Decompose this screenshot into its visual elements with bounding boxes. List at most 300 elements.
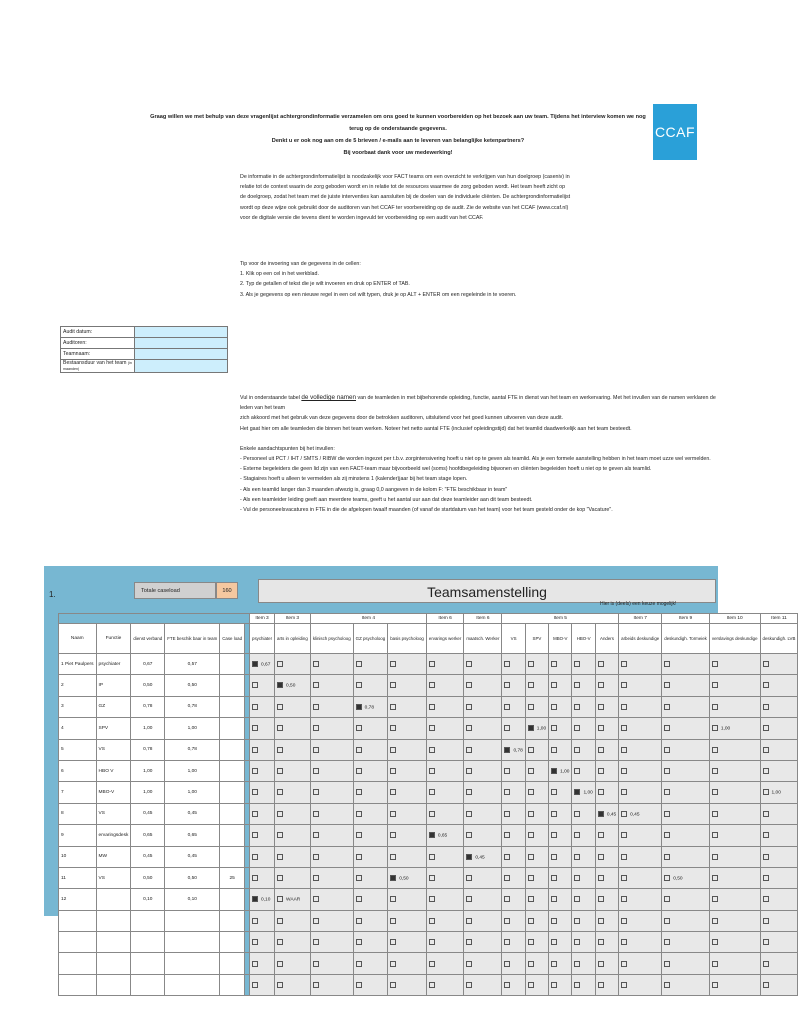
discipline-cell[interactable] <box>464 654 502 675</box>
member-function[interactable]: VS <box>96 739 131 760</box>
member-name[interactable]: 10 <box>59 846 97 867</box>
checkbox-icon[interactable] <box>664 918 670 924</box>
checkbox-icon[interactable] <box>466 682 472 688</box>
discipline-cell[interactable] <box>388 910 427 931</box>
checkbox-icon[interactable] <box>551 832 557 838</box>
member-caseload[interactable] <box>220 910 245 931</box>
discipline-cell[interactable] <box>310 718 353 739</box>
expertise-cell[interactable] <box>662 889 710 910</box>
checkbox-icon[interactable] <box>598 704 604 710</box>
discipline-cell[interactable] <box>595 889 618 910</box>
discipline-cell[interactable] <box>572 760 595 781</box>
member-name[interactable]: 12 <box>59 889 97 910</box>
checkbox-icon[interactable] <box>356 961 362 967</box>
discipline-cell[interactable] <box>572 867 595 888</box>
member-caseload[interactable] <box>220 825 245 846</box>
checkbox-icon[interactable] <box>574 811 580 817</box>
checkbox-icon[interactable] <box>466 832 472 838</box>
checkbox-icon[interactable] <box>277 982 283 988</box>
checkbox-icon[interactable] <box>621 682 627 688</box>
checkbox-icon[interactable] <box>504 725 510 731</box>
expertise-cell[interactable] <box>619 910 662 931</box>
discipline-cell[interactable] <box>250 974 275 995</box>
member-function[interactable]: MBO-V <box>96 782 131 803</box>
checkbox-icon[interactable] <box>574 661 580 667</box>
expertise-cell[interactable] <box>619 760 662 781</box>
checkbox-icon[interactable] <box>429 811 435 817</box>
checkbox-icon[interactable] <box>504 854 510 860</box>
member-name[interactable]: 4 <box>59 718 97 739</box>
discipline-cell[interactable] <box>595 953 618 974</box>
expertise-cell[interactable] <box>662 782 710 803</box>
checkbox-icon[interactable] <box>277 875 283 881</box>
checkbox-icon[interactable] <box>551 704 557 710</box>
checkbox-icon[interactable] <box>621 661 627 667</box>
member-function[interactable] <box>96 889 131 910</box>
discipline-cell[interactable] <box>595 932 618 953</box>
checkbox-icon[interactable] <box>574 896 580 902</box>
member-caseload[interactable] <box>220 760 245 781</box>
expertise-cell[interactable] <box>709 932 760 953</box>
discipline-cell[interactable] <box>426 932 463 953</box>
expertise-cell[interactable] <box>709 675 760 696</box>
discipline-cell[interactable] <box>572 803 595 824</box>
expertise-cell[interactable] <box>760 889 798 910</box>
checkbox-icon[interactable] <box>504 768 510 774</box>
checkbox-icon[interactable] <box>277 661 283 667</box>
member-caseload[interactable] <box>220 953 245 974</box>
checkbox-icon[interactable] <box>466 768 472 774</box>
member-dienst[interactable]: 1,00 <box>131 760 165 781</box>
checkbox-icon[interactable] <box>390 918 396 924</box>
checkbox-icon[interactable] <box>466 725 472 731</box>
discipline-cell[interactable] <box>464 760 502 781</box>
checkbox-icon[interactable] <box>390 682 396 688</box>
member-fte[interactable]: 0,57 <box>165 654 220 675</box>
member-dienst[interactable]: 0,10 <box>131 889 165 910</box>
discipline-cell[interactable] <box>502 782 525 803</box>
checkbox-icon[interactable] <box>664 811 670 817</box>
checkbox-icon[interactable] <box>763 682 769 688</box>
checkbox-icon[interactable] <box>390 725 396 731</box>
checkbox-icon[interactable] <box>356 661 362 667</box>
member-function[interactable] <box>96 910 131 931</box>
checkbox-icon[interactable] <box>277 789 283 795</box>
discipline-cell[interactable] <box>310 739 353 760</box>
discipline-cell[interactable] <box>310 675 353 696</box>
checkbox-icon[interactable] <box>313 982 319 988</box>
checkbox-icon[interactable] <box>551 918 557 924</box>
checkbox-icon[interactable] <box>598 661 604 667</box>
checkbox-icon[interactable] <box>712 704 718 710</box>
discipline-cell[interactable] <box>250 760 275 781</box>
expertise-cell[interactable] <box>709 739 760 760</box>
member-dienst[interactable]: 0,45 <box>131 803 165 824</box>
checkbox-icon[interactable] <box>277 854 283 860</box>
expertise-cell[interactable] <box>760 953 798 974</box>
checkbox-icon[interactable] <box>390 982 396 988</box>
checkbox-icon[interactable] <box>277 682 283 688</box>
expertise-cell[interactable] <box>662 696 710 717</box>
discipline-cell[interactable] <box>250 739 275 760</box>
checkbox-icon[interactable] <box>390 704 396 710</box>
discipline-cell[interactable] <box>502 910 525 931</box>
discipline-cell[interactable] <box>572 654 595 675</box>
checkbox-icon[interactable] <box>429 725 435 731</box>
checkbox-icon[interactable] <box>528 832 534 838</box>
member-dienst[interactable] <box>131 953 165 974</box>
expertise-cell[interactable] <box>662 953 710 974</box>
checkbox-icon[interactable] <box>621 982 627 988</box>
checkbox-icon[interactable] <box>551 811 557 817</box>
checkbox-icon[interactable] <box>763 961 769 967</box>
member-dienst[interactable]: 0,78 <box>131 739 165 760</box>
expertise-cell[interactable] <box>619 974 662 995</box>
checkbox-icon[interactable] <box>712 982 718 988</box>
member-function[interactable]: SPV <box>96 718 131 739</box>
checkbox-icon[interactable] <box>356 768 362 774</box>
checkbox-icon[interactable] <box>574 961 580 967</box>
checkbox-icon[interactable] <box>598 896 604 902</box>
discipline-cell[interactable] <box>525 760 548 781</box>
expertise-cell[interactable] <box>619 846 662 867</box>
discipline-cell[interactable] <box>572 953 595 974</box>
discipline-cell[interactable] <box>310 825 353 846</box>
checkbox-icon[interactable] <box>429 918 435 924</box>
checkbox-icon[interactable] <box>356 747 362 753</box>
discipline-cell[interactable] <box>426 846 463 867</box>
checkbox-icon[interactable] <box>712 811 718 817</box>
checkbox-icon[interactable] <box>574 747 580 753</box>
checkbox-icon[interactable] <box>252 747 258 753</box>
checkbox-icon[interactable] <box>664 747 670 753</box>
checkbox-icon[interactable] <box>504 682 510 688</box>
expertise-cell[interactable] <box>619 932 662 953</box>
discipline-cell[interactable] <box>525 932 548 953</box>
checkbox-icon[interactable] <box>252 918 258 924</box>
expertise-cell[interactable] <box>709 803 760 824</box>
member-function[interactable] <box>96 953 131 974</box>
checkbox-icon[interactable] <box>551 768 557 774</box>
discipline-cell[interactable] <box>250 696 275 717</box>
discipline-cell[interactable] <box>595 696 618 717</box>
checkbox-icon[interactable] <box>504 875 510 881</box>
discipline-cell[interactable] <box>353 910 388 931</box>
expertise-cell[interactable] <box>619 953 662 974</box>
discipline-cell[interactable] <box>275 889 311 910</box>
checkbox-icon[interactable] <box>356 811 362 817</box>
checkbox-icon[interactable] <box>574 768 580 774</box>
checkbox-icon[interactable] <box>390 875 396 881</box>
discipline-cell[interactable] <box>502 932 525 953</box>
checkbox-icon[interactable] <box>277 896 283 902</box>
member-fte[interactable]: 0,50 <box>165 675 220 696</box>
checkbox-icon[interactable] <box>528 875 534 881</box>
discipline-cell[interactable] <box>549 867 572 888</box>
expertise-cell[interactable] <box>760 867 798 888</box>
discipline-cell[interactable] <box>572 889 595 910</box>
discipline-cell[interactable] <box>388 696 427 717</box>
expertise-cell[interactable] <box>662 974 710 995</box>
member-caseload[interactable] <box>220 675 245 696</box>
checkbox-icon[interactable] <box>528 661 534 667</box>
checkbox-icon[interactable] <box>551 896 557 902</box>
checkbox-icon[interactable] <box>712 961 718 967</box>
expertise-cell[interactable] <box>709 782 760 803</box>
checkbox-icon[interactable] <box>390 854 396 860</box>
member-name[interactable]: 11 <box>59 867 97 888</box>
checkbox-icon[interactable] <box>763 854 769 860</box>
member-caseload[interactable] <box>220 974 245 995</box>
discipline-cell[interactable] <box>525 696 548 717</box>
checkbox-icon[interactable] <box>252 682 258 688</box>
checkbox-icon[interactable] <box>528 854 534 860</box>
discipline-cell[interactable] <box>525 825 548 846</box>
checkbox-icon[interactable] <box>528 896 534 902</box>
checkbox-icon[interactable] <box>313 789 319 795</box>
expertise-cell[interactable] <box>760 675 798 696</box>
checkbox-icon[interactable] <box>528 982 534 988</box>
discipline-cell[interactable] <box>275 718 311 739</box>
checkbox-icon[interactable] <box>252 875 258 881</box>
checkbox-icon[interactable] <box>574 725 580 731</box>
discipline-cell[interactable] <box>525 910 548 931</box>
discipline-cell[interactable] <box>464 974 502 995</box>
expertise-cell[interactable] <box>662 760 710 781</box>
checkbox-icon[interactable] <box>712 661 718 667</box>
discipline-cell[interactable] <box>502 803 525 824</box>
checkbox-icon[interactable] <box>313 768 319 774</box>
checkbox-icon[interactable] <box>763 832 769 838</box>
checkbox-icon[interactable] <box>712 875 718 881</box>
checkbox-icon[interactable] <box>466 982 472 988</box>
discipline-cell[interactable] <box>388 932 427 953</box>
checkbox-icon[interactable] <box>598 811 604 817</box>
checkbox-icon[interactable] <box>528 918 534 924</box>
discipline-cell[interactable] <box>502 825 525 846</box>
checkbox-icon[interactable] <box>252 789 258 795</box>
member-function[interactable]: MW <box>96 846 131 867</box>
checkbox-icon[interactable] <box>598 682 604 688</box>
discipline-cell[interactable] <box>310 932 353 953</box>
discipline-cell[interactable] <box>275 760 311 781</box>
discipline-cell[interactable] <box>595 718 618 739</box>
checkbox-icon[interactable] <box>621 939 627 945</box>
checkbox-icon[interactable] <box>621 789 627 795</box>
member-name[interactable]: 1 Piet Paulpers <box>59 654 97 675</box>
checkbox-icon[interactable] <box>621 832 627 838</box>
member-fte[interactable] <box>165 974 220 995</box>
expertise-cell[interactable] <box>662 846 710 867</box>
checkbox-icon[interactable] <box>664 682 670 688</box>
checkbox-icon[interactable] <box>277 747 283 753</box>
member-fte[interactable] <box>165 932 220 953</box>
checkbox-icon[interactable] <box>763 747 769 753</box>
discipline-cell[interactable] <box>426 803 463 824</box>
checkbox-icon[interactable] <box>504 704 510 710</box>
discipline-cell[interactable] <box>464 696 502 717</box>
discipline-cell[interactable] <box>250 675 275 696</box>
expertise-cell[interactable] <box>662 932 710 953</box>
discipline-cell[interactable] <box>464 932 502 953</box>
discipline-cell[interactable] <box>502 867 525 888</box>
checkbox-icon[interactable] <box>664 789 670 795</box>
checkbox-icon[interactable] <box>621 811 627 817</box>
checkbox-icon[interactable] <box>313 832 319 838</box>
member-name[interactable]: 9 <box>59 825 97 846</box>
member-name[interactable]: 6 <box>59 760 97 781</box>
discipline-cell[interactable] <box>275 782 311 803</box>
expertise-cell[interactable] <box>662 718 710 739</box>
discipline-cell[interactable] <box>250 889 275 910</box>
discipline-cell[interactable] <box>572 932 595 953</box>
discipline-cell[interactable] <box>426 782 463 803</box>
expertise-cell[interactable] <box>760 803 798 824</box>
checkbox-icon[interactable] <box>763 982 769 988</box>
member-function[interactable]: psychiater <box>96 654 131 675</box>
discipline-cell[interactable] <box>388 654 427 675</box>
discipline-cell[interactable] <box>572 825 595 846</box>
checkbox-icon[interactable] <box>356 982 362 988</box>
checkbox-icon[interactable] <box>390 811 396 817</box>
expertise-cell[interactable] <box>760 760 798 781</box>
checkbox-icon[interactable] <box>466 875 472 881</box>
checkbox-icon[interactable] <box>574 918 580 924</box>
discipline-cell[interactable] <box>549 675 572 696</box>
checkbox-icon[interactable] <box>252 768 258 774</box>
checkbox-icon[interactable] <box>252 961 258 967</box>
member-dienst[interactable]: 0,50 <box>131 675 165 696</box>
discipline-cell[interactable] <box>595 782 618 803</box>
discipline-cell[interactable] <box>426 760 463 781</box>
checkbox-icon[interactable] <box>429 682 435 688</box>
expertise-cell[interactable] <box>619 718 662 739</box>
member-caseload[interactable] <box>220 654 245 675</box>
member-caseload[interactable] <box>220 846 245 867</box>
member-dienst[interactable]: 1,00 <box>131 782 165 803</box>
member-function[interactable]: VS <box>96 867 131 888</box>
checkbox-icon[interactable] <box>504 811 510 817</box>
checkbox-icon[interactable] <box>252 982 258 988</box>
expertise-cell[interactable] <box>709 760 760 781</box>
checkbox-icon[interactable] <box>528 747 534 753</box>
checkbox-icon[interactable] <box>429 854 435 860</box>
member-dienst[interactable]: 0,50 <box>131 867 165 888</box>
checkbox-icon[interactable] <box>664 939 670 945</box>
discipline-cell[interactable] <box>353 974 388 995</box>
member-dienst[interactable]: 0,67 <box>131 654 165 675</box>
checkbox-icon[interactable] <box>390 661 396 667</box>
checkbox-icon[interactable] <box>390 832 396 838</box>
checkbox-icon[interactable] <box>551 961 557 967</box>
discipline-cell[interactable] <box>275 953 311 974</box>
expertise-cell[interactable] <box>709 974 760 995</box>
discipline-cell[interactable] <box>250 910 275 931</box>
discipline-cell[interactable] <box>310 782 353 803</box>
expertise-cell[interactable] <box>619 696 662 717</box>
checkbox-icon[interactable] <box>712 768 718 774</box>
discipline-cell[interactable] <box>353 825 388 846</box>
discipline-cell[interactable] <box>388 782 427 803</box>
checkbox-icon[interactable] <box>504 961 510 967</box>
discipline-cell[interactable] <box>525 718 548 739</box>
checkbox-icon[interactable] <box>356 875 362 881</box>
checkbox-icon[interactable] <box>277 918 283 924</box>
discipline-cell[interactable] <box>549 654 572 675</box>
checkbox-icon[interactable] <box>277 768 283 774</box>
discipline-cell[interactable] <box>250 803 275 824</box>
discipline-cell[interactable] <box>426 910 463 931</box>
discipline-cell[interactable] <box>250 825 275 846</box>
checkbox-icon[interactable] <box>504 982 510 988</box>
discipline-cell[interactable] <box>275 803 311 824</box>
member-fte[interactable]: 0,45 <box>165 803 220 824</box>
checkbox-icon[interactable] <box>466 747 472 753</box>
discipline-cell[interactable] <box>572 696 595 717</box>
member-function[interactable]: VS <box>96 803 131 824</box>
checkbox-icon[interactable] <box>252 811 258 817</box>
checkbox-icon[interactable] <box>277 811 283 817</box>
member-fte[interactable]: 0,78 <box>165 696 220 717</box>
checkbox-icon[interactable] <box>664 875 670 881</box>
discipline-cell[interactable] <box>275 825 311 846</box>
expertise-cell[interactable] <box>709 889 760 910</box>
checkbox-icon[interactable] <box>551 875 557 881</box>
member-caseload[interactable] <box>220 739 245 760</box>
checkbox-icon[interactable] <box>429 832 435 838</box>
member-function[interactable]: ervaringsdesk <box>96 825 131 846</box>
discipline-cell[interactable] <box>595 867 618 888</box>
checkbox-icon[interactable] <box>598 961 604 967</box>
expertise-cell[interactable] <box>619 654 662 675</box>
checkbox-icon[interactable] <box>551 661 557 667</box>
checkbox-icon[interactable] <box>664 832 670 838</box>
checkbox-icon[interactable] <box>712 832 718 838</box>
discipline-cell[interactable] <box>525 675 548 696</box>
checkbox-icon[interactable] <box>429 747 435 753</box>
discipline-cell[interactable] <box>464 846 502 867</box>
checkbox-icon[interactable] <box>504 896 510 902</box>
discipline-cell[interactable] <box>549 889 572 910</box>
member-fte[interactable]: 1,00 <box>165 782 220 803</box>
checkbox-icon[interactable] <box>763 768 769 774</box>
discipline-cell[interactable] <box>310 867 353 888</box>
checkbox-icon[interactable] <box>598 939 604 945</box>
checkbox-icon[interactable] <box>528 704 534 710</box>
expertise-cell[interactable] <box>619 803 662 824</box>
checkbox-icon[interactable] <box>356 854 362 860</box>
discipline-cell[interactable] <box>502 846 525 867</box>
discipline-cell[interactable] <box>353 932 388 953</box>
checkbox-icon[interactable] <box>252 704 258 710</box>
discipline-cell[interactable] <box>310 696 353 717</box>
checkbox-icon[interactable] <box>504 832 510 838</box>
discipline-cell[interactable] <box>549 760 572 781</box>
discipline-cell[interactable] <box>353 675 388 696</box>
discipline-cell[interactable] <box>525 739 548 760</box>
checkbox-icon[interactable] <box>621 896 627 902</box>
checkbox-icon[interactable] <box>466 789 472 795</box>
discipline-cell[interactable] <box>310 760 353 781</box>
discipline-cell[interactable] <box>595 675 618 696</box>
checkbox-icon[interactable] <box>313 747 319 753</box>
checkbox-icon[interactable] <box>528 789 534 795</box>
discipline-cell[interactable] <box>572 782 595 803</box>
checkbox-icon[interactable] <box>313 811 319 817</box>
discipline-cell[interactable] <box>595 739 618 760</box>
expertise-cell[interactable] <box>662 825 710 846</box>
member-name[interactable] <box>59 974 97 995</box>
